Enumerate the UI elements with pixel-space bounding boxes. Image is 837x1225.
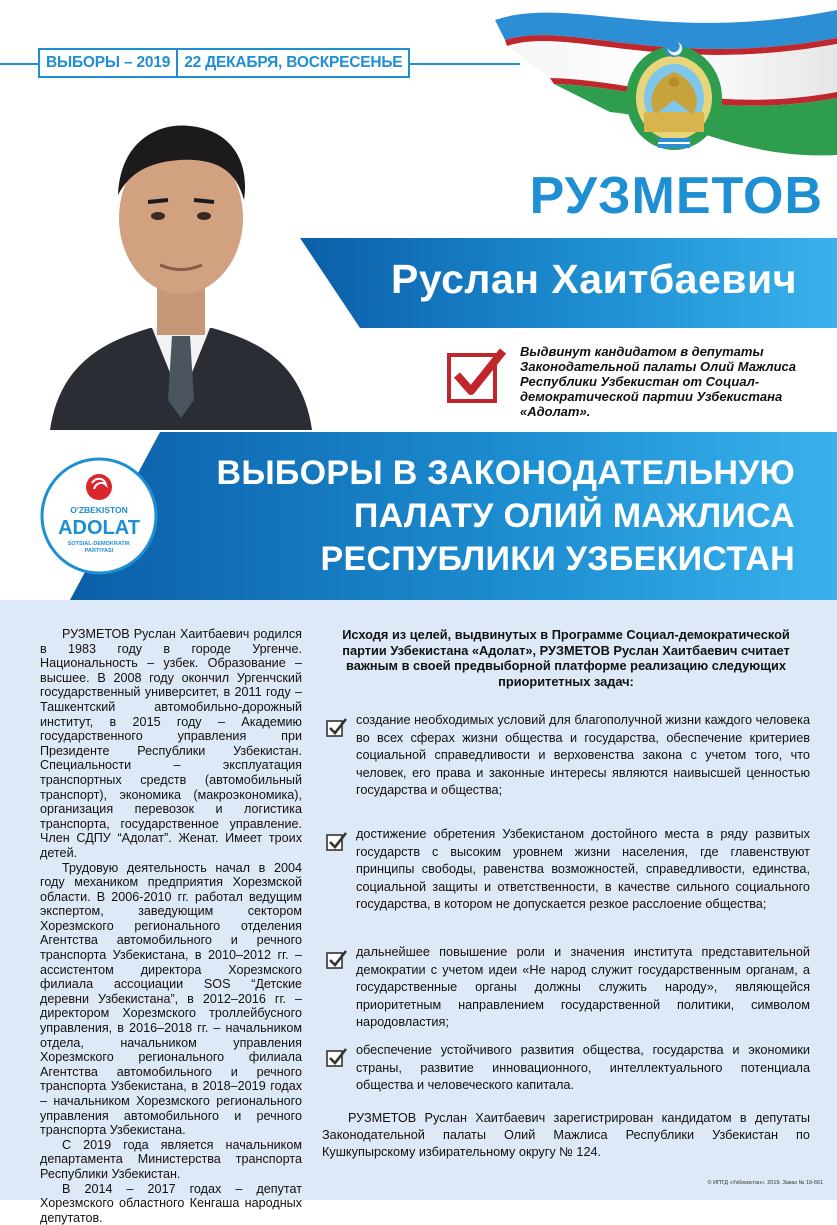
election-date-tag [38,48,410,78]
checkbox-check-icon [445,347,507,407]
candidate-photo [40,100,322,430]
checkmark-icon [326,1047,347,1068]
headline-line-2: ПАЛАТУ ОЛИЙ МАЖЛИСА [353,497,795,535]
election-date: 22 ДЕКАБРЯ, ВОСКРЕСЕНЬЕ [184,54,403,71]
registration-note [322,1110,810,1161]
logo-sub-1: SOTSIAL-DEMOKRATIK [67,541,131,547]
task-text: достижение обретения Узбекистаном достойного места в ряду развитых государств с высоким уровнем жизни населения, где главенствуют принципы свободы, равенства возможностей, справедливости, единства, социальной защиты и ответственности, в качестве сильного социального государства, в котором не допускается резкое расслоение общества; [356,827,810,911]
logo-top-text: O'ZBEKISTON [70,505,128,515]
bio-paragraph: РУЗМЕТОВ Руслан Хаитбаевич родился в 1983 году в городе Ургенче. Национальность – узбек. Образование – высшее. В 2008 году окончил Ургенчский государственный университет, в 2011 году – Ташкентский автомобильно-дорожный институт, в 2015 году – Академию государственного управления при Президенте Республики Узбекистан. Специальности – эксплуатация транспортных средств (автомобильный транспорт), экономика (макроэкономика), организация перевозок и логистика транспорта, государственное управление. Член СДПУ “Адолат”. Женат. Имеет троих детей. [40,627,302,860]
platform-intro: Исходя из целей, выдвинутых в Программе Социал-демократической партии Узбекистана «Адолат», РУЗМЕТОВ Руслан Хаитбаевич считает важным в своей предвыборной платформе реализацию следующих приоритетных задач: [342,627,790,689]
election-headline [175,452,795,581]
bio-paragraph: Трудовую деятельность начал в 2004 году механиком предприятия Хорезмской области. В 2006-2010 гг. работал ведущим экспертом, заведующим сектором Хорезмского регионального отделения Агентства автомобильного и речного транспорта Узбекистана, в 2010–2012 гг. – ассистентом директора Хорезмского филиала ассоциации SOS “Детские деревни Узбекистана”, в 2012–2016 гг. – директором Хорезмского троллейбусного управления, в 2016–2018 гг. – начальником отдела, начальником управления Хорезмского регионального филиала Агентства автомобильного и речного транспорта Узбекистана, в 2018–2019 годах – начальником Хорезмского регионального управления автомобильного и речного транспорта Узбекистана. [40,860,302,1138]
candidate-biography [40,627,302,1225]
logo-name: ADOLAT [58,517,140,539]
registration-text: РУЗМЕТОВ Руслан Хаитбаевич зарегистрирован кандидатом в депутаты Законодательной палаты Олий Мажлиса Республики Узбекистан по Кушкупырскому избирательному округу № 124. [322,1111,810,1159]
nomination-statement: Выдвинут кандидатом в депутаты Законодательной палаты Олий Мажлиса Республики Узбекистан от Социал-демократической партии Узбекистана «Адолат». [520,344,796,419]
logo-sub-2: PARTIYASI [84,548,114,554]
task-text: дальнейшее повышение роли и значения института представительной демократии с учетом идеи «Не народ служит государственным органам, а государственные органы должны служить народу», являющейся приоритетным направлением государственной политики, символом народовластия; [356,945,810,1029]
task-text: создание необходимых условий для благополучной жизни каждого человека во всех сферах жизни общества и государства, обеспечение критериев социальной справедливости и верховенства закона с учетом того, что человек, его права и законные интересы являются наивысшей ценностью государства и общества; [356,713,810,797]
checkmark-icon [326,717,347,738]
bio-paragraph: В 2014 – 2017 годах – депутат Хорезмского областного Кенгаша народных депутатов. [40,1181,302,1225]
candidate-surname: РУЗМЕТОВ [529,167,823,225]
headline-line-3: РЕСПУБЛИКИ УЗБЕКИСТАН [320,540,795,578]
election-label: ВЫБОРЫ – 2019 [46,54,171,71]
print-imprint: © ИПТД «Узбекистан», 2019. Заказ № 19-661 [707,1180,823,1186]
checkmark-icon [326,831,347,852]
adolat-party-logo [40,457,158,575]
checkmark-icon [326,949,347,970]
bio-paragraph: С 2019 года является начальником департамента Министерства транспорта Республики Узбекистан. [40,1137,302,1181]
task-text: обеспечение устойчивого развития общества, государства и экономики страны, развитие инновационного, интеллектуального потенциала общества и человеческого капитала. [356,1043,810,1092]
state-emblem-icon [622,34,726,154]
headline-line-1: ВЫБОРЫ В ЗАКОНОДАТЕЛЬНУЮ [216,454,795,492]
candidate-given-name: Руслан Хаитбаевич [390,256,797,302]
